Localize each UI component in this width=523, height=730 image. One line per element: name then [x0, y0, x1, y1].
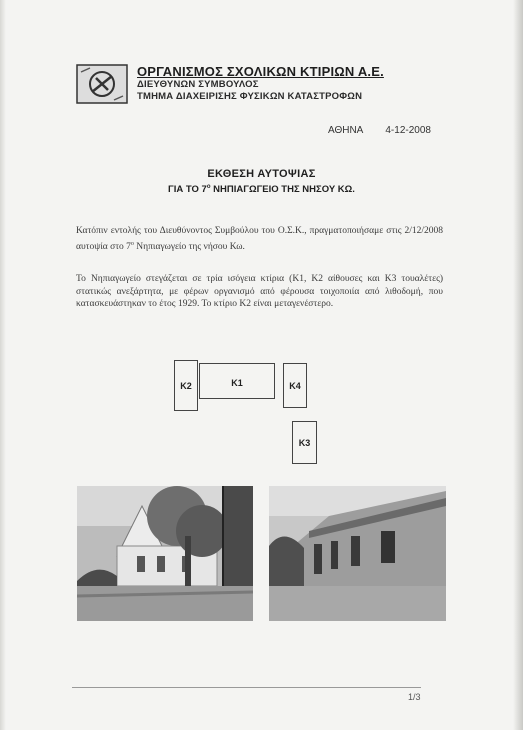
- org-logo-icon: [76, 64, 128, 104]
- city: ΑΘΗΝΑ: [328, 125, 364, 136]
- place-date: [328, 125, 431, 136]
- unit-name: ΤΜΗΜΑ ΔΙΑΧΕΙΡΙΣΗΣ ΦΥΣΙΚΩΝ ΚΑΤΑΣΤΡΟΦΩΝ: [137, 91, 363, 102]
- photo-school-yard: [77, 486, 253, 621]
- paragraph-buildings: Το Νηπιαγωγείο στεγάζεται σε τρία ισόγεια κτίρια (Κ1, Κ2 αίθουσες και Κ3 τουαλέτες) στατικώς ανεξάρτητα, με φέρων οργανισμό από φέρουσα τοιχοποιία από λιθοδομή, που κατασκευάστηκαν το έτος 1929. Το κτίριο Κ2 είναι μεταγενέστερο.: [76, 274, 443, 309]
- department-name: ΔΙΕΥΘΥΝΩΝ ΣΥΜΒΟΥΛΟΣ: [137, 79, 259, 90]
- scan-edge-right: [513, 0, 523, 730]
- page-number: 1/3: [408, 692, 421, 702]
- organization-header: [137, 64, 384, 103]
- building-k1: Κ1: [199, 363, 275, 399]
- scan-edge-left: [0, 0, 6, 730]
- photo-building-facade: [269, 486, 446, 621]
- document-date: 4-12-2008: [385, 125, 431, 136]
- building-k2: Κ2: [174, 360, 198, 411]
- org-name: ΟΡΓΑΝΙΣΜΟΣ ΣΧΟΛΙΚΩΝ ΚΤΙΡΙΩΝ Α.Ε.: [137, 64, 384, 79]
- report-title: ΕΚΘΕΣΗ ΑΥΤΟΨΙΑΣ: [207, 168, 316, 180]
- paragraph-intro: Κατόπιν εντολής του Διευθύνοντος Συμβούλου του Ο.Σ.Κ., πραγματοποιήσαμε στις 2/12/2008 αυτοψία στο $7^o$ Νηπιαγωγείο της νήσου Κω.: [76, 226, 443, 252]
- building-k4: Κ4: [283, 363, 307, 408]
- building-k3: Κ3: [292, 421, 317, 464]
- report-subtitle: ΓΙΑ ΤΟ $7^o$ ΝΗΠΙΑΓΩΓΕΙΟ ΤΗΣ ΝΗΣΟΥ ΚΩ.: [168, 184, 355, 196]
- footer-divider: [72, 687, 421, 688]
